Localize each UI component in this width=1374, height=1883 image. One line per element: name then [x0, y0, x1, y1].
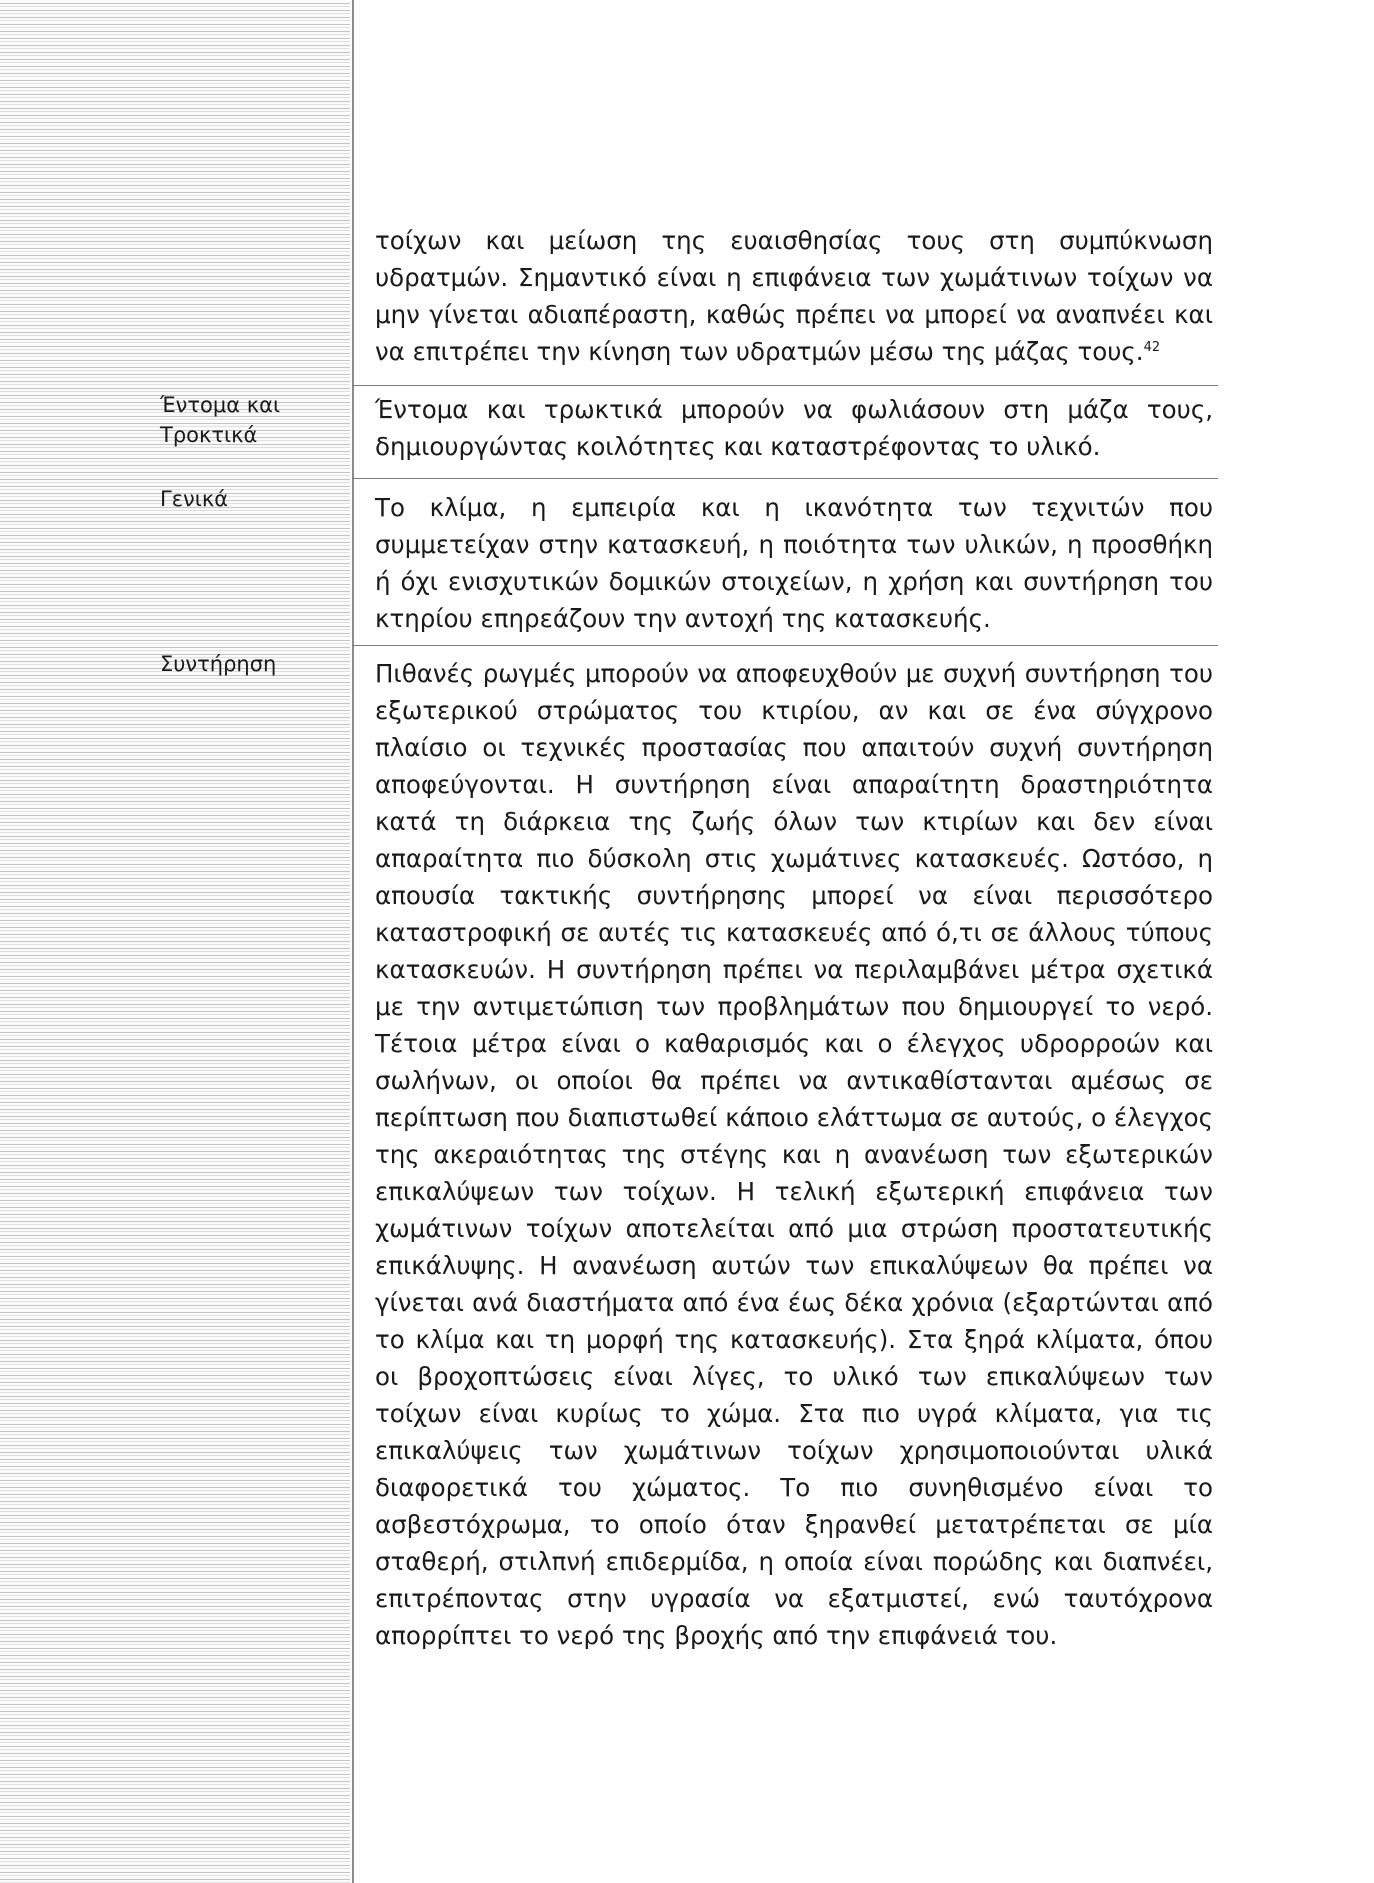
- row-label-insects: [160, 390, 280, 450]
- row-label-maintenance: [160, 649, 276, 679]
- row-divider: [352, 478, 1218, 479]
- vertical-rule: [352, 0, 354, 1883]
- label-line: Έντομα και: [160, 393, 281, 417]
- footnote-marker: 42: [1143, 339, 1161, 355]
- label-line: Συντήρηση: [160, 652, 277, 676]
- intro-text: τοίχων και μείωση της ευαισθησίας τους στη συμπύκνωση υδρατμών. Σημαντικό είναι η επιφάνεια των χωμάτινων τοίχων να μην γίνεται αδιαπέραστη, καθώς πρέπει να μπορεί να αναπνέει και να επιτρέπει την κίνηση των υδρατμών μέσω της μάζας τους.: [375, 226, 1213, 366]
- row-text-maintenance: [375, 655, 1213, 1654]
- row-text-insects: [375, 391, 1213, 465]
- row-text-general: [375, 489, 1213, 637]
- label-line: Γενικά: [160, 487, 229, 511]
- row-divider: [352, 645, 1218, 646]
- insects-paragraph: Έντομα και τρωκτικά μπορούν να φωλιάσουν στη μάζα τους, δημιουργώντας κοιλότητες και καταστρέφοντας το υλικό.: [375, 395, 1213, 461]
- row-label-general: [160, 484, 228, 514]
- intro-block: [375, 222, 1213, 370]
- general-paragraph: Το κλίμα, η εμπειρία και η ικανότητα των τεχνιτών που συμμετείχαν στην κατασκευή, η ποιότητα των υλικών, η προσθήκη ή όχι ενισχυτικών δομικών στοιχείων, η χρήση και συντήρηση του κτηρίου επηρεάζουν την αντοχή της κατασκευής.: [375, 493, 1213, 633]
- row-divider: [352, 385, 1218, 386]
- label-line: Τρoκτικά: [160, 423, 258, 447]
- intro-paragraph: [375, 222, 1213, 370]
- sidebar-texture: [0, 0, 350, 1883]
- maintenance-paragraph: Πιθανές ρωγμές μπορούν να αποφευχθούν με συχνή συντήρηση του εξωτερικού στρώματος του κτιρίου, αν και σε ένα σύγχρονο πλαίσιο οι τεχνικές προστασίας που απαιτούν συχνή συντήρηση αποφεύγονται. Η συντήρηση είναι απαραίτητη δραστηριότητα κατά τη διάρκεια της ζωής όλων των κτιρίων και δεν είναι απαραίτητα πιο δύσκολη στις χωμάτινες κατασκευές. Ωστόσο, η απουσία τακτικής συντήρησης μπορεί να είναι περισσότερο καταστροφική σε αυτές τις κατασκευές από ό,τι σε άλλους τύπους κατασκευών. Η συντήρηση πρέπει να περιλαμβάνει μέτρα σχετικά με την αντιμετώπιση των προβλημάτων που δημιουργεί το νερό. Τέτοια μέτρα είναι ο καθαρισμός και ο έλεγχος υδρορροών και σωλήνων, οι οποίοι θα πρέπει να αντικαθίστανται αμέσως σε περίπτωση που διαπιστωθεί κάποιο ελάττωμα σε αυτούς, ο έλεγχος της ακεραιότητας της στέγης και η ανανέωση των εξωτερικών επικαλύψεων των τοίχων. Η τελική εξωτερική επιφάνεια των χωμάτινων τοίχων αποτελείται από μια στρώση προστατευτικής επικάλυψης. Η ανανέωση αυτών των επικαλύψεων θα πρέπει να γίνεται ανά διαστήματα από ένα έως δέκα χρόνια (εξαρτώνται από το κλίμα και τη μορφή της κατασκευής). Στα ξηρά κλίματα, όπου οι βροχοπτώσεις είναι λίγες, το υλικό των επικαλύψεων των τοίχων είναι κυρίως το χώμα. Στα πιο υγρά κλίματα, για τις επικαλύψεις των χωμάτινων τοίχων χρησιμοποιούνται υλικά διαφορετικά του χώματος. Το πιο συνηθισμένο είναι το ασβεστόχρωμα, το οποίο όταν ξηρανθεί μετατρέπεται σε μία σταθερή, στιλπνή επιδερμίδα, η οποία είναι πορώδης και διαπνέει, επιτρέποντας στην υγρασία να εξατμιστεί, ενώ ταυτόχρονα απορρίπτει το νερό της βροχής από την επιφάνειά του.: [375, 659, 1213, 1650]
